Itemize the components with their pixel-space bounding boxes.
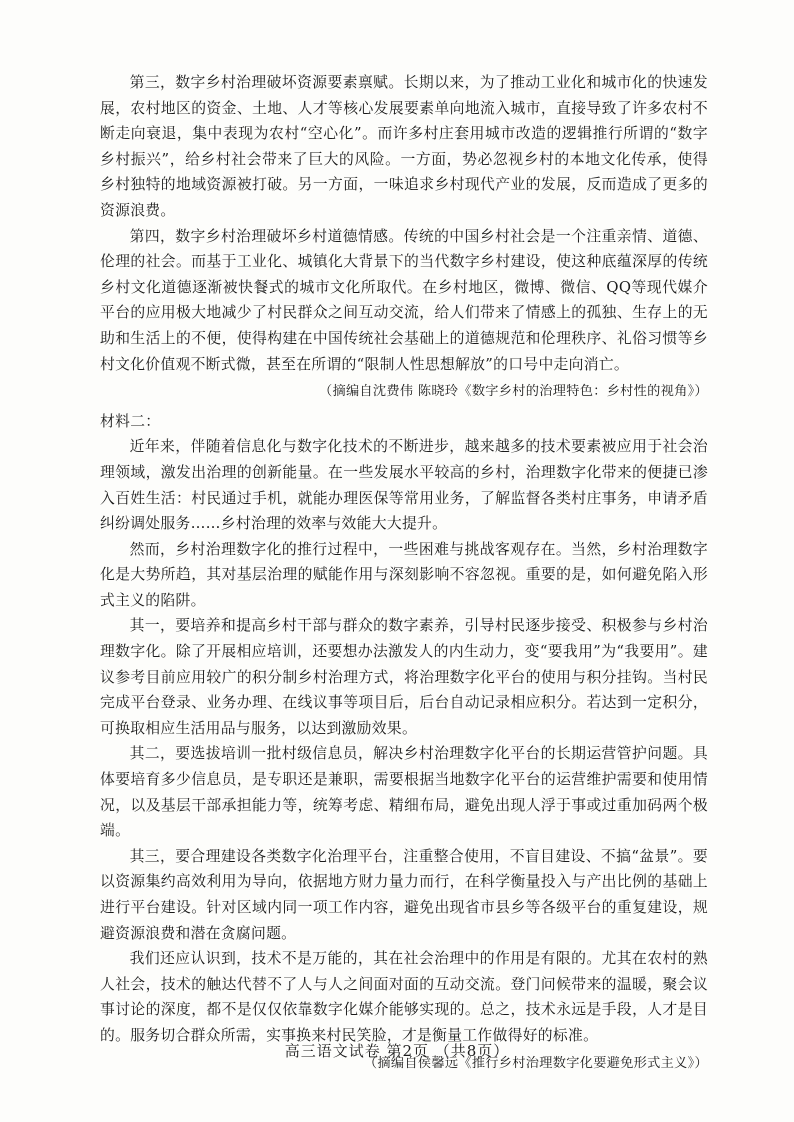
material1-paragraph-4: 第四，数字乡村治理破坏乡村道德情感。传统的中国乡村社会是一个注重亲情、道德、伦理的社会。而基于工业化、城镇化大背景下的当代数字乡村建设，使这种底蕴深厚的传统乡村文化道德逐渐被快餐式的城市文化所取代。在乡村地区，微博、微信、QQ等现代媒介平台的应用极大地减少了村民群众之间互动交流，给人们带来了情感上的孤独、生存上的无助和生活上的不便，使得构建在中国传统社会基础上的道德规范和伦理秩序、礼俗习惯等乡村文化价值观不断式微，甚至在所谓的“限制人性思想解放”的口号中走向消亡。 bbox=[100, 227, 708, 373]
page-footer: 高三语文试卷 第2页 （共8页） bbox=[284, 1042, 510, 1060]
material2-paragraph: 然而，乡村治理数字化的推行过程中，一些困难与挑战客观存在。当然，乡村治理数字化是大势所趋，其对基层治理的赋能作用与深刻影响不容忽视。重要的是，如何避免陷入形式主义的陷阱。 bbox=[100, 540, 708, 609]
material2-paragraph: 其二，要选拔培训一批村级信息员，解决乡村治理数字化平台的长期运营管护问题。具体要培育多少信息员，是专职还是兼职，需要根据当地数字化平台的运营维护需要和使用情况，以及基层干部承担能力等，统筹考虑、精细布局，避免出现人浮于事或过重加码两个极端。 bbox=[100, 745, 708, 840]
material2-paragraph: 我们还应认识到，技术不是万能的，其在社会治理中的作用是有限的。尤其在农村的熟人社会，技术的触达代替不了人与人之间面对面的互动交流。登门问候带来的温暖，聚会议事讨论的深度，都不是仅仅依靠数字化媒介能够实现的。总之，技术永远是手段，人才是目的。服务切合群众所需，实事换来村民笑脸，才是衡量工作做得好的标准。 bbox=[100, 950, 708, 1044]
material2-paragraph: 近年来，伴随着信息化与数字化技术的不断进步，越来越多的技术要素被应用于社会治理领域，激发出治理的创新能量。在一些发展水平较高的乡村，治理数字化带来的便捷已渗入百姓生活：村民通过手机，就能办理医保等常用业务，了解监督各类村庄事务，申请矛盾纠纷调处服务……乡村治理的效率与效能大大提升。 bbox=[100, 438, 708, 533]
material1-source: （摘编自沈费伟 陈晓玲《数字乡村的治理特色：乡村性的视角》） bbox=[318, 384, 708, 400]
material1-paragraph-3: 第三，数字乡村治理破坏资源要素禀赋。长期以来，为了推动工业化和城市化的快速发展，农村地区的资金、土地、人才等核心发展要素单向地流入城市，直接导致了许多农村不断走向衰退，集中表现为农村“空心化”。而许多村庄套用城市改造的逻辑推行所谓的“数字乡村振兴”，给乡村社会带来了巨大的风险。一方面，势必忽视乡村的本地文化传承，使得乡村独特的地域资源被打破。另一方面，一味追求乡村现代产业的发展，反而造成了更多的资源浪费。 bbox=[100, 74, 708, 219]
material2-paragraph: 其一，要培养和提高乡村干部与群众的数字素养，引导村民逐步接受、积极参与乡村治理数字化。除了开展相应培训，还要想办法激发人的内生动力，变“要我用”为“我要用”。建议参考目前应用较广的积分制乡村治理方式，将治理数字化平台的使用与积分挂钩。当村民完成平台登录、业务办理、在线议事等项目后，后台自动记录相应积分。若达到一定积分，可换取相应生活用品与服务，以达到激励效果。 bbox=[100, 617, 708, 737]
material2-source: （摘编自侯馨远《推行乡村治理数字化要避免形式主义》） bbox=[363, 1055, 708, 1071]
material2-paragraph: 其三，要合理建设各类数字化治理平台，注重整合使用，不盲目建设、不搞“盆景”。要以资源集约高效利用为导向，依据地方财力量力而行，在科学衡量投入与产出比例的基础上进行平台建设。针对区域内同一项工作内容，避免出现省市县乡等各级平台的重复建设，规避资源浪费和潜在贪腐问题。 bbox=[100, 847, 708, 942]
material2-heading: 材料二： bbox=[100, 412, 161, 430]
